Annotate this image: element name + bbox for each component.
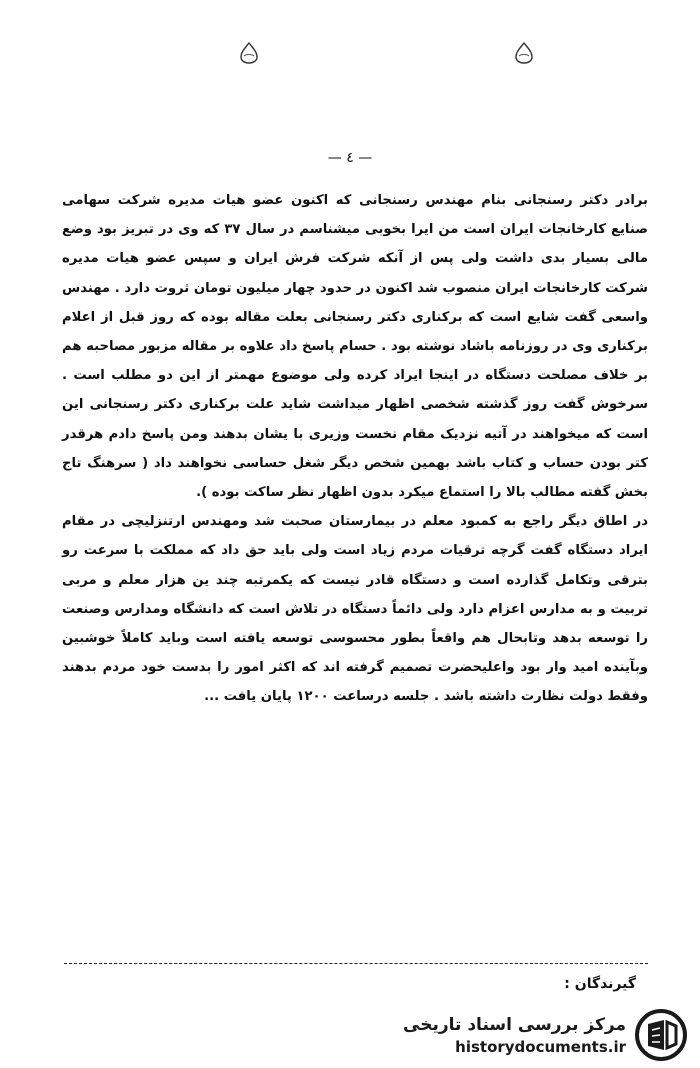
- watermark-text: [403, 1013, 626, 1057]
- watermark: [403, 1006, 688, 1064]
- punch-hole-mark-left: [240, 42, 258, 64]
- recipients-label: گیرندگان :: [564, 976, 636, 992]
- paragraph-2: در اطاق دیگر راجع به کمبود معلم در بیمارستان صحبت شد ومهندس ارتنزلیچی در مقام ایراد دستگاه گفت گرچه ترقیات مردم زیاد است ولی باید حق داد که مملکت با سرعت رو بترقی وتکامل گذارده است و دستگاه قادر نیست که یکمرتبه چند ین هزار معلم و مربی تربیت و به مدارس اعزام دارد ولی دائماً دستگاه در تلاش است که دانشگاه ومدارس وصنعت را توسعه بدهد وتابحال هم واقعاً بطور محسوسی توسعه یافته است وباید کاملاً خوشبین وبآینده امید وار بود واعلیحضرت تصمیم گرفته اند که اکثر امور را بدست خود مردم بدهند وفقط دولت نظارت داشته باشد . جلسه درساعت ۱۲۰۰ پایان یافت ...: [62, 514, 648, 705]
- page-number: — ٤ —: [327, 150, 373, 166]
- separator-rule: [64, 963, 648, 964]
- punch-hole-mark-right: [515, 42, 533, 64]
- document-body: [62, 186, 648, 712]
- watermark-title: مرکز بررسی اسناد تاریخی: [403, 1015, 626, 1035]
- watermark-url: historydocuments.ir: [455, 1038, 626, 1056]
- paragraph-1: برادر دکتر رسنجانی بنام مهندس رسنجانی که اکنون عضو هیات مدیره شرکت سهامی صنایع کارخانجات ایران است من ایرا بخوبی میشناسم در سال ۳۷ که وی در تبریز بود وضع مالی بسیار بدی داشت ولی پس از آنکه شرکت فرش ایران و سپس عضو هیات مدیره شرکت کارخانجات ایران منصوب شد اکنون در حدود چهار میلیون تومان ثروت دارد . مهندس واسعی گفت شایع است که برکناری دکتر رسنجانی بعلت مقاله بوده که روز قبل از اعلام برکناری وی در روزنامه باشاد نوشته بود . حسام پاسخ داد علاوه بر مقاله مزبور مصاحبه هم بر خلاف مصلحت دستگاه در اینجا ایراد کرده ولی موضوع مهمتر از این دو مطلب است . سرخوش گفت روز گذشته شخصی اظهار میداشت شاید علت برکناری دکتر رسنجانی این است که میخواهند در آتیه نزدیک مقام نخست وزیری با یشان بدهند ومن پاسخ دادم هرقدر کتر بودن حساب و کتاب باشد بهمین شخص دیگر شغل حساسی نخواهند داد ( سرهنگ تاج بخش گفته مطالب بالا را استماع میکرد بدون اظهار نظر ساکت بوده ).: [62, 193, 648, 501]
- archive-logo-icon: [634, 1008, 688, 1062]
